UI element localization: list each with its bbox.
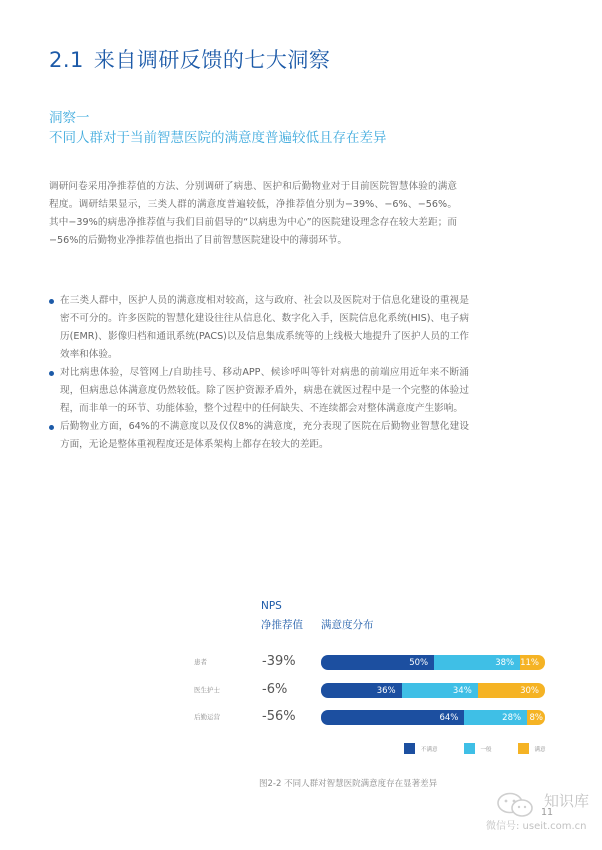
bar-segment: 36% [321, 683, 402, 698]
legend-swatch [518, 743, 529, 754]
chart-legend [404, 743, 572, 754]
chart-row [0, 682, 602, 698]
bullet-text: 在三类人群中，医护人员的满意度相对较高，这与政府、社会以及医院对于信息化建设的重视是密不可分的。许多医院的智慧化建设往往从信息化、数字化入手，医院信息化系统(HIS)、电子病历(EMR)、影像归档和通讯系统(PACS)以及信息集成系统等的上线极大地提升了医护人员的工作效率和体验。 [60, 295, 469, 360]
insight-label: 洞察一 [49, 110, 90, 126]
nps-value: -6% [262, 682, 288, 697]
section-number: 2.1 [49, 48, 84, 72]
nps-value: -39% [262, 654, 296, 669]
legend-label: 一般 [480, 746, 492, 753]
stacked-bar [321, 683, 545, 698]
category-label: 后勤运营 [194, 713, 220, 721]
bar-segment: 30% [478, 683, 545, 698]
section-title: 来自调研反馈的七大洞察 [93, 48, 331, 72]
bullet-dot-icon [49, 371, 54, 376]
bar-segment: 11% [520, 655, 545, 670]
insight-heading [49, 108, 387, 148]
legend-label: 满意 [534, 746, 546, 753]
section-heading [49, 44, 330, 74]
stacked-bar [321, 710, 545, 725]
nps-value: -56% [262, 709, 296, 724]
legend-item [404, 743, 438, 754]
bullet-list [49, 292, 469, 454]
figure-caption: 图2-2 不同人群对智慧医院满意度存在显著差异 [259, 779, 438, 789]
chart-row [0, 654, 602, 670]
bar-segment: 38% [434, 655, 520, 670]
watermark-brand: 知识库 [544, 792, 590, 810]
page-number: 11 [541, 807, 554, 818]
legend-item [464, 743, 492, 754]
bullet-dot-icon [49, 299, 54, 304]
legend-label: 不满意 [421, 746, 438, 753]
bullet-text: 对比病患体验，尽管网上/自助挂号、移动APP、候诊呼叫等针对病患的前端应用近年来不断涌现，但病患总体满意度仍然较低。除了医护资源矛盾外，病患在就医过程中是一个完整的体验过程，而非单一的环节、功能体验，整个过程中的任何缺失、不连续都会对整体满意度产生影响。 [60, 367, 469, 414]
bullet-text: 后勤物业方面，64%的不满意度以及仅仅8%的满意度，充分表现了医院在后勤物业智慧化建设方面，无论是整体重视程度还是体系架构上都存在较大的差距。 [60, 421, 469, 450]
category-label: 患者 [194, 658, 207, 666]
watermark-account: 微信号: useit.com.cn [486, 821, 587, 832]
stacked-bar [321, 655, 545, 670]
bar-segment: 28% [464, 710, 527, 725]
bullet-item [49, 418, 469, 454]
bullet-item [49, 364, 469, 418]
bar-segment: 34% [402, 683, 478, 698]
bar-segment: 64% [321, 710, 464, 725]
intro-paragraph [49, 178, 457, 250]
satisfaction-chart [0, 595, 602, 775]
bullet-item [49, 292, 469, 364]
insight-headline: 不同人群对于当前智慧医院的满意度普遍较低且存在差异 [49, 130, 387, 146]
legend-swatch [404, 743, 415, 754]
distribution-header: 满意度分布 [321, 619, 374, 631]
category-label: 医生护士 [194, 686, 220, 694]
nps-header: NPS [261, 600, 282, 612]
legend-item [518, 743, 546, 754]
nps-cn-header: 净推荐值 [261, 619, 303, 631]
intro-text: 调研问卷采用净推荐值的方法、分别调研了病患、医护和后勤物业对于目前医院智慧体验的满意程度。调研结果显示，三类人群的满意度普遍较低，净推荐值分别为−39%、−6%、−56%。其中−39%的病患净推荐值与我们目前倡导的“以病患为中心”的医院建设理念存在较大差距；而−56%的后勤物业净推荐值也指出了目前智慧医院建设中的薄弱环节。 [49, 181, 457, 246]
bar-segment: 50% [321, 655, 434, 670]
legend-swatch [464, 743, 475, 754]
chart-row [0, 709, 602, 725]
bullet-dot-icon [49, 425, 54, 430]
wechat-logo-icon [496, 792, 536, 818]
bar-segment: 8% [527, 710, 545, 725]
